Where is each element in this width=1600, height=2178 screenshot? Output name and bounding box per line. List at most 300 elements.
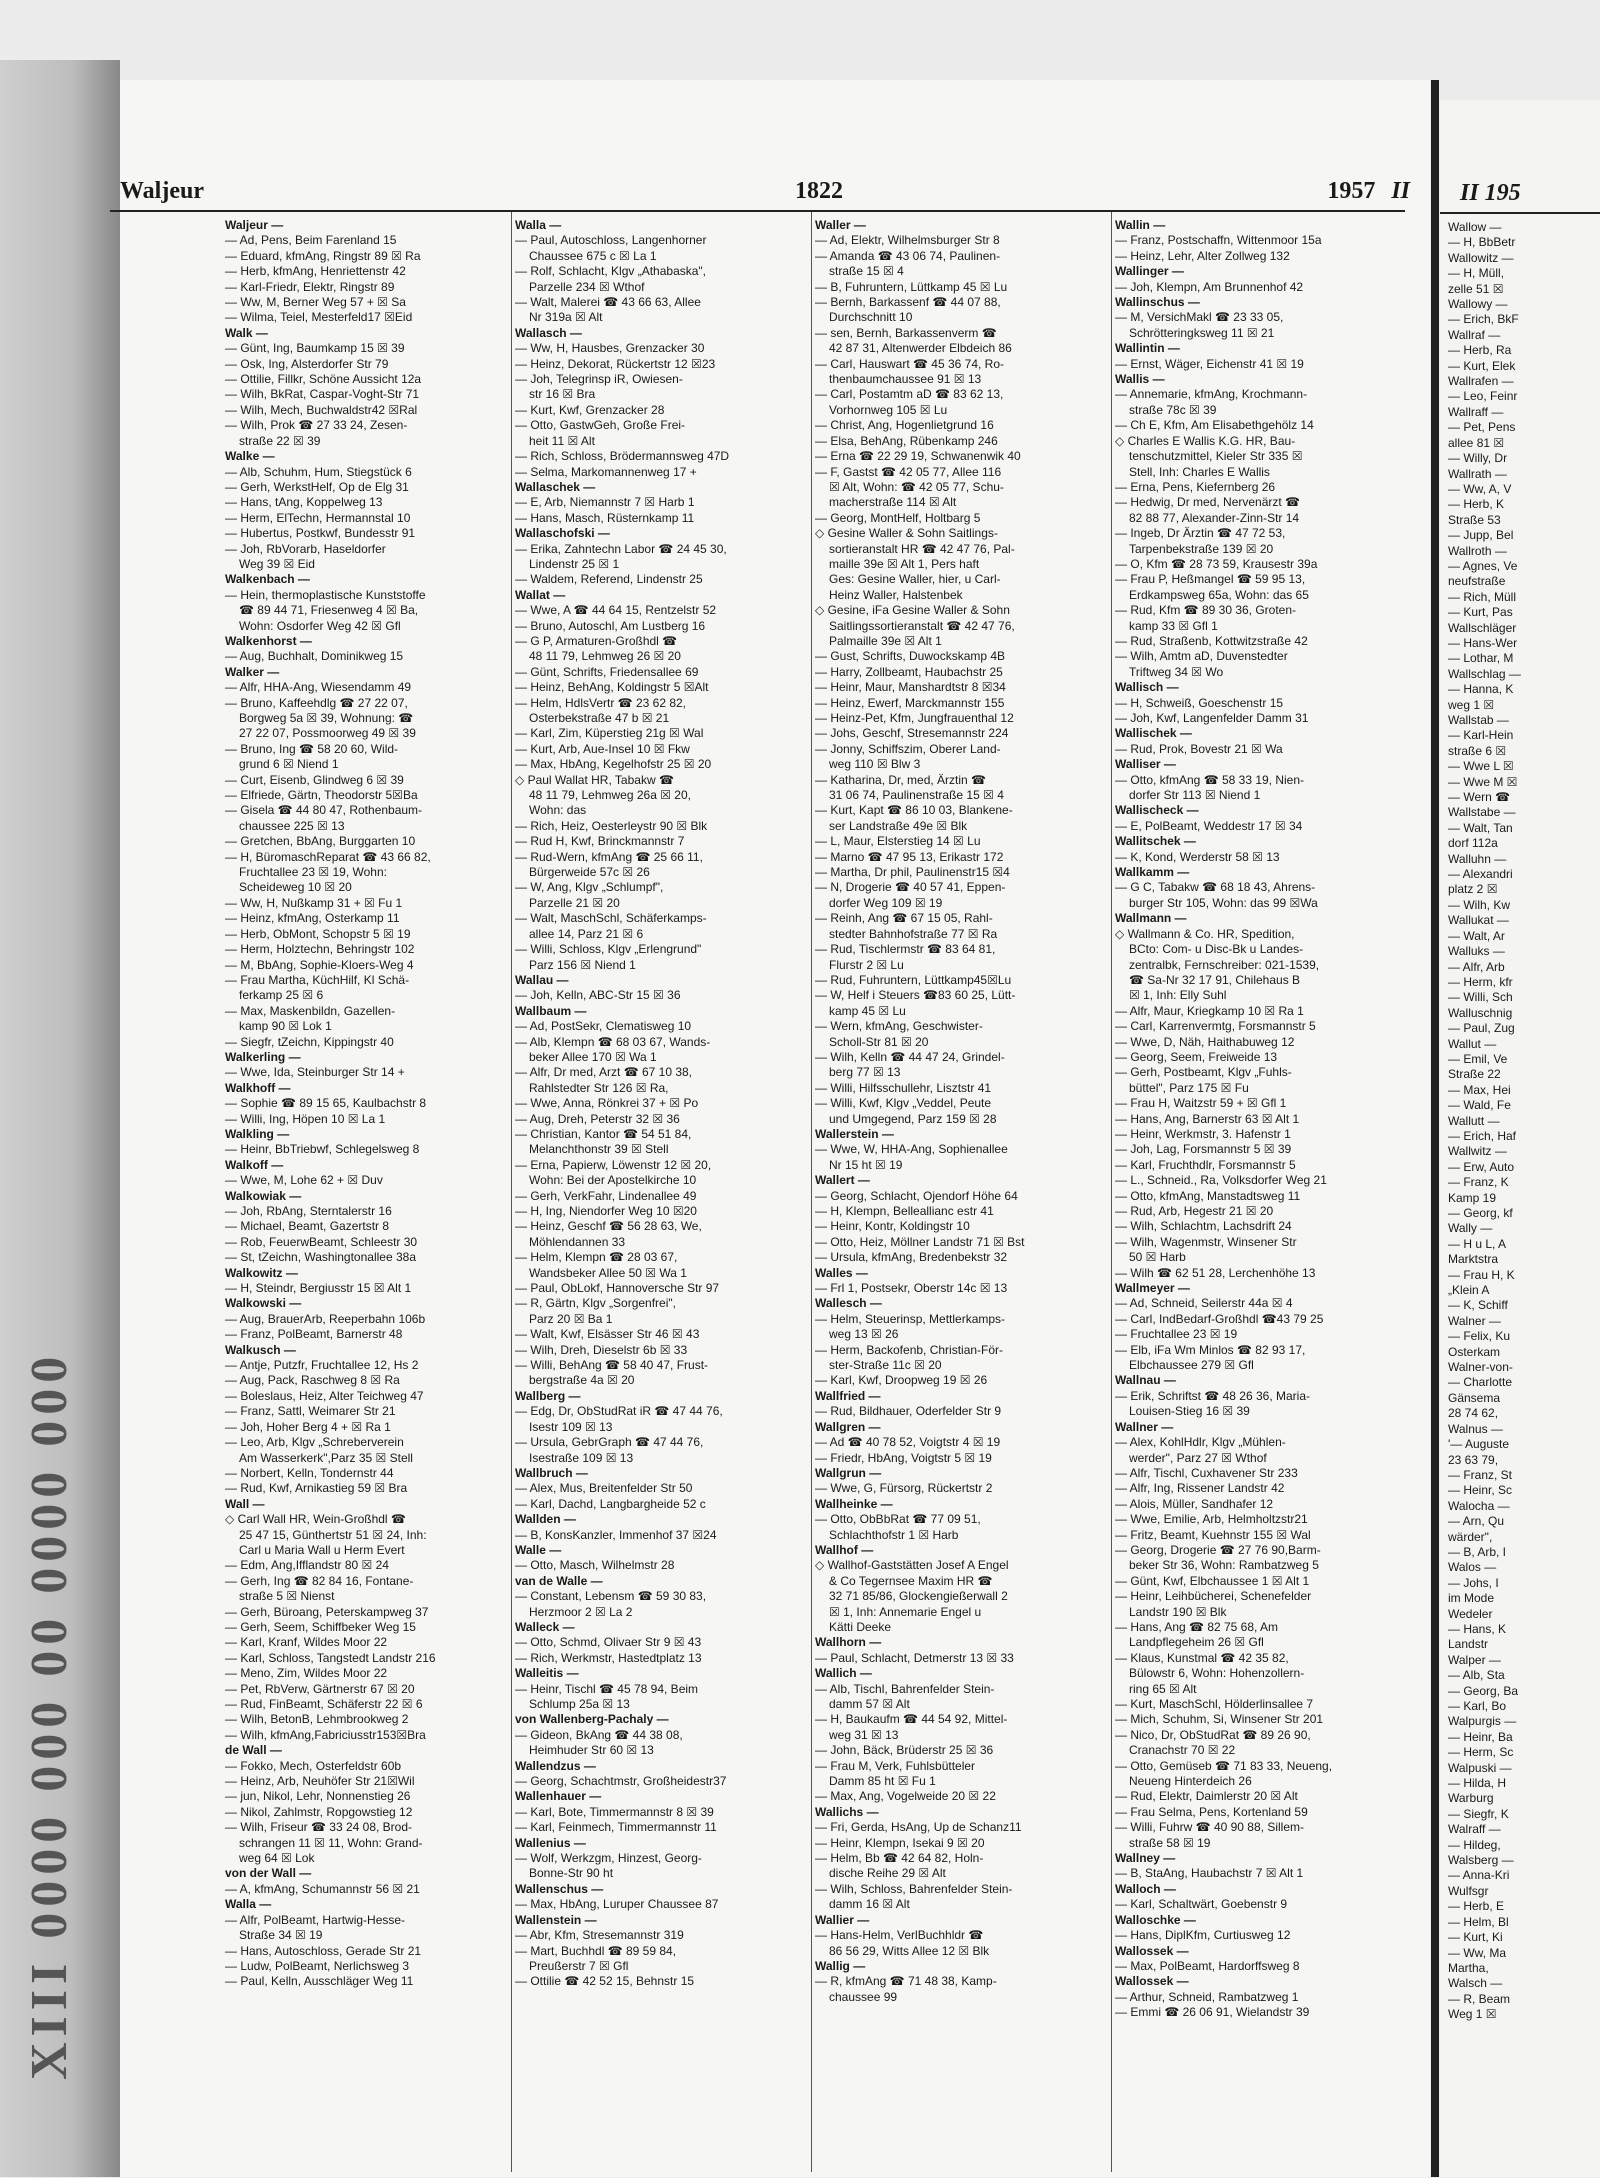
- directory-entry: — Elfriede, Gärtn, Theodorstr 5☒Ba: [225, 788, 418, 803]
- directory-entry: ster-Straße 11c ☒ 20: [829, 1358, 942, 1373]
- directory-entry: — Felix, Ku: [1448, 1329, 1511, 1344]
- directory-entry: — Johs, Geschf, Stresemannstr 224: [815, 726, 1009, 741]
- directory-entry: sortieranstalt HR ☎ 42 47 76, Pal-: [829, 541, 1015, 556]
- directory-entry: — Michael, Beamt, Gazertstr 8: [225, 1219, 390, 1234]
- directory-entry: — Georg, Seem, Freiweide 13: [1115, 1049, 1278, 1064]
- directory-entry: Parz 20 ☒ Ba 1: [529, 1311, 613, 1326]
- directory-entry: — Rud, FinBeamt, Schäferstr 22 ☒ 6: [225, 1697, 423, 1711]
- directory-entry: Heinz Waller, Halstenbek: [829, 587, 963, 602]
- directory-entry: neufstraße: [1448, 574, 1506, 589]
- directory-entry: — Wilh, Prok ☎ 27 33 24, Zesen-: [225, 418, 408, 433]
- directory-entry: — Hans, K: [1448, 1621, 1507, 1636]
- directory-entry: — Heinz, Lehr, Alter Zollweg 132: [1115, 248, 1290, 263]
- directory-entry: ☒ 1, Inh: Annemarie Engel u: [829, 1604, 982, 1619]
- surname-heading: Wallbruch —: [515, 1465, 588, 1480]
- directory-entry: — Ottilie, Fillkr, Schöne Aussicht 12a: [225, 372, 422, 387]
- directory-entry: — Aug, BrauerArb, Reeperbahn 106b: [225, 1311, 426, 1326]
- directory-entry: Damm 85 ht ☒ Fu 1: [829, 1774, 936, 1789]
- directory-entry: — Willi, Kwf, Klgv „Veddel, Peute: [815, 1096, 992, 1111]
- directory-entry: — Frau H, Waitzstr 59 + ☒ Gfl 1: [1115, 1096, 1287, 1111]
- directory-entry: Neueng Hinterdeich 26: [1129, 1774, 1252, 1789]
- directory-entry: — Pet, RbVerw, Gärtnerstr 67 ☒ 20: [225, 1681, 415, 1696]
- surname-heading: Wallbaum —: [515, 1003, 587, 1018]
- directory-entry: weg 110 ☒ Blw 3: [829, 757, 921, 772]
- surname-heading: Walkenhorst —: [225, 633, 312, 648]
- surname-heading: Walsberg —: [1448, 1853, 1514, 1868]
- directory-entry: — Joh, Kwf, Langenfelder Damm 31: [1115, 711, 1309, 725]
- directory-entry: — Walt, Malerei ☎ 43 66 63, Allee: [515, 295, 701, 310]
- surname-heading: Wallendzus —: [515, 1758, 596, 1773]
- directory-entry: — Leo, Feinr: [1448, 389, 1518, 404]
- surname-heading: Wallisch —: [1115, 680, 1179, 695]
- directory-entry: — Siegfr, K: [1448, 1806, 1509, 1821]
- directory-entry: — Frau Martha, KüchHilf, Kl Schä-: [225, 972, 410, 987]
- directory-entry: Straße 22: [1448, 1067, 1501, 1082]
- directory-entry: Parzelle 21 ☒ 20: [529, 895, 620, 910]
- directory-entry: — sen, Bernh, Barkassenverm ☎: [815, 325, 997, 340]
- directory-entry: allee 14, Parz 21 ☒ 6: [529, 926, 644, 941]
- surname-heading: Wallow —: [1448, 220, 1502, 234]
- directory-entry: — Wilh, Kelln ☎ 44 47 24, Grindel-: [815, 1049, 1005, 1064]
- directory-entry: ☎ Sa-Nr 32 17 91, Chilehaus B: [1129, 972, 1301, 987]
- directory-entry: — Ww, Ma: [1448, 1945, 1507, 1960]
- directory-entry: — Wwe, Ida, Steinburger Str 14 +: [225, 1065, 405, 1080]
- directory-entry: — Rud, Elektr, Daimlerstr 20 ☒ Alt: [1115, 1789, 1298, 1804]
- directory-entry: 42 87 31, Altenwerder Elbdeich 86: [829, 341, 1012, 356]
- directory-entry: — Georg, Schachtmstr, Großheidestr37: [515, 1774, 727, 1789]
- directory-entry: — Wwe, M, Lohe 62 + ☒ Duv: [225, 1173, 383, 1188]
- directory-entry: dische Reihe 29 ☒ Alt: [829, 1866, 946, 1881]
- directory-entry: Wohn: Osdorfer Weg 42 ☒ Gfl: [239, 618, 401, 633]
- directory-entry: — Wwe M ☒: [1448, 774, 1518, 789]
- surname-heading: Wallschlag —: [1448, 666, 1521, 681]
- directory-entry: — Helm, Klempn ☎ 28 03 67,: [515, 1250, 678, 1265]
- directory-entry: Triftweg 34 ☒ Wo: [1129, 664, 1224, 679]
- directory-entry: Nr 15 ht ☒ 19: [829, 1157, 903, 1172]
- directory-entry: Cranachstr 70 ☒ 22: [1129, 1743, 1236, 1758]
- directory-entry: — Franz, Postschaffn, Wittenmoor 15a: [1115, 233, 1322, 248]
- directory-entry: — Gerh, Postbeamt, Klgv „Fuhls-: [1115, 1065, 1292, 1080]
- directory-entry: — Reinh, Ang ☎ 67 15 05, Rahl-: [815, 911, 993, 926]
- surname-heading: Walluks —: [1448, 944, 1505, 959]
- directory-entry: — Kurt, Kapt ☎ 86 10 03, Blankene-: [815, 803, 1013, 818]
- directory-entry: — Otto, ObBbRat ☎ 77 09 51,: [815, 1512, 981, 1527]
- directory-entry: — Frau Selma, Pens, Kortenland 59: [1115, 1804, 1308, 1819]
- directory-entry: zentralbk, Fernschreiber: 021-1539,: [1129, 957, 1320, 972]
- directory-entry: — Willi, BehAng ☎ 58 40 47, Frust-: [515, 1358, 709, 1373]
- catchword: Waljeur: [120, 178, 204, 204]
- directory-entry: damm 57 ☒ Alt: [829, 1697, 910, 1711]
- directory-entry: — Alb, Klempn ☎ 68 03 67, Wands-: [515, 1034, 711, 1049]
- directory-entry: — Gretchen, BbAng, Burggarten 10: [225, 834, 416, 849]
- directory-entry: Carl u Maria Wall u Herm Evert: [239, 1542, 405, 1557]
- directory-entry: Wohn: Bei der Apostelkirche 10: [529, 1173, 697, 1188]
- directory-entry: — Walt, Ar: [1448, 928, 1505, 943]
- surname-heading: Walker —: [225, 664, 280, 679]
- surname-heading: Wallnau —: [1115, 1373, 1176, 1388]
- directory-entry: Isestr 109 ☒ 13: [529, 1419, 613, 1434]
- surname-heading: Wallstabe —: [1448, 805, 1516, 820]
- surname-heading: Walpuski —: [1448, 1760, 1512, 1775]
- directory-entry: — Gerh, Büroang, Peterskampweg 37: [225, 1604, 429, 1619]
- directory-entry: Osterbekstraße 47 b ☒ 21: [529, 711, 670, 725]
- volume-marker: II: [1391, 178, 1410, 204]
- directory-entry: dorf 112a: [1448, 836, 1498, 851]
- directory-entry: — Max, HbAng, Kegelhofstr 25 ☒ 20: [515, 757, 712, 772]
- directory-entry: — Wilh, Kw: [1448, 897, 1511, 912]
- directory-entry: — Fokko, Mech, Osterfeldstr 60b: [225, 1758, 402, 1773]
- directory-entry: — E, PolBeamt, Weddestr 17 ☒ 34: [1115, 818, 1303, 833]
- directory-entry: — Hans, DiplKfm, Curtiusweg 12: [1115, 1928, 1291, 1943]
- directory-entry: im Mode: [1448, 1591, 1495, 1606]
- directory-entry: — W, Helf i Steuers ☎83 60 25, Lütt-: [815, 988, 1016, 1003]
- surname-heading: Wallukat —: [1448, 913, 1509, 928]
- surname-heading: Wallstab —: [1448, 713, 1509, 727]
- directory-entry: — Curt, Eisenb, Glindweg 6 ☒ 39: [225, 772, 404, 787]
- directory-entry: — Arn, Qu: [1448, 1514, 1505, 1529]
- directory-entry: — Paul, Schlacht, Detmerstr 13 ☒ 33: [815, 1650, 1014, 1665]
- directory-entry: — Ludw, PolBeamt, Nerlichsweg 3: [225, 1958, 410, 1973]
- surname-heading: Wallischek —: [1115, 726, 1192, 741]
- directory-entry: — Karl-Friedr, Elektr, Ringstr 89: [225, 279, 395, 294]
- directory-entry: weg 1 ☒: [1448, 697, 1495, 712]
- directory-entry: — Rolf, Schlacht, Klgv „Athabaska",: [515, 264, 707, 279]
- directory-entry: Durchschnitt 10: [829, 310, 913, 325]
- directory-entry: Marktstra: [1448, 1252, 1499, 1267]
- directory-entry: — Joh, RbAng, Sterntalerstr 16: [225, 1204, 392, 1218]
- directory-entry: — Wwe, D, Näh, Haithabuweg 12: [1115, 1034, 1295, 1049]
- directory-entry: — Wwe, Emilie, Arb, Helmholtzstr21: [1115, 1512, 1308, 1527]
- directory-entry: — Willy, Dr: [1448, 451, 1508, 466]
- directory-entry: — Herb, ObMont, Schopstr 5 ☒ 19: [225, 926, 411, 941]
- directory-entry: — Heinr, Klempn, Isekai 9 ☒ 20: [815, 1835, 985, 1850]
- directory-column-4: [1115, 218, 1407, 2178]
- directory-entry: — Georg, Drogerie ☎ 27 76 90,Barm-: [1115, 1542, 1321, 1557]
- directory-entry: — Helm, Steuerinsp, Mettlerkamps-: [815, 1311, 1006, 1326]
- surname-heading: Wallischeck —: [1115, 803, 1199, 818]
- directory-entry: — Frau H, K: [1448, 1267, 1515, 1282]
- surname-heading: Wallat —: [515, 587, 566, 602]
- directory-entry: — Alex, Mus, Breitenfelder Str 50: [515, 1481, 693, 1496]
- directory-entry: — Pet, Pens: [1448, 420, 1516, 435]
- directory-entry: — H, Baukaufm ☎ 44 54 92, Mittel-: [815, 1712, 1008, 1727]
- directory-entry: — Karl, Zim, Küperstieg 21g ☒ Wal: [515, 726, 704, 741]
- directory-entry: — Günt, Kwf, Elbchaussee 1 ☒ Alt 1: [1115, 1573, 1310, 1588]
- surname-heading: Walkusch —: [225, 1342, 296, 1357]
- directory-entry: 48 11 79, Lehmweg 26a ☒ 20,: [529, 788, 691, 803]
- directory-entry: — Karl, Dachd, Langbargheide 52 c: [515, 1496, 706, 1511]
- directory-entry: — Abr, Kfm, Stresemannstr 319: [515, 1928, 684, 1943]
- directory-entry: Bonne-Str 90 ht: [529, 1866, 614, 1881]
- directory-entry: — Bernh, Barkassenf ☎ 44 07 88,: [815, 295, 1001, 310]
- directory-entry: — Heinz, Geschf ☎ 56 28 63, We,: [515, 1219, 702, 1234]
- directory-entry: — Ww, H, Nußkamp 31 + ☒ Fu 1: [225, 895, 403, 910]
- directory-entry: — Günt, Schrifts, Friedensallee 69: [515, 664, 699, 679]
- directory-entry: — Alfr, Tischl, Cuxhavener Str 233: [1115, 1465, 1298, 1480]
- directory-entry: — Karl, Bo: [1448, 1699, 1507, 1713]
- directory-entry: — Fruchtallee 23 ☒ 19: [1115, 1327, 1238, 1342]
- directory-entry: — Arthur, Schneid, Rambatzweg 1: [1115, 1989, 1299, 2004]
- directory-entry: — Katharina, Dr, med, Ärztin ☎: [815, 772, 987, 787]
- directory-entry: — Herm, Sc: [1448, 1745, 1514, 1760]
- directory-entry: — Frau M, Verk, Fuhlsbütteler: [815, 1758, 976, 1773]
- directory-entry: — Hedwig, Dr med, Nervenärzt ☎: [1115, 495, 1300, 510]
- directory-entry: Osterkam: [1448, 1344, 1501, 1359]
- directory-entry: — Willi, Schloss, Klgv „Erlengrund": [515, 942, 702, 957]
- directory-entry: damm 16 ☒ Alt: [829, 1897, 910, 1912]
- directory-entry: Warburg: [1448, 1791, 1494, 1806]
- year-volume: [1327, 178, 1410, 205]
- directory-entry: — Amanda ☎ 43 06 74, Paulinen-: [815, 248, 1001, 263]
- surname-heading: Wallaschek —: [515, 479, 596, 494]
- directory-entry: — Ww, M, Berner Weg 57 + ☒ Sa: [225, 295, 406, 310]
- directory-entry: berg 77 ☒ 13: [829, 1065, 901, 1080]
- directory-entry: 28 74 62,: [1448, 1406, 1499, 1421]
- directory-entry: — Rich, Heiz, Oesterleystr 90 ☒ Blk: [515, 818, 708, 833]
- directory-entry: dorfer Weg 109 ☒ 19: [829, 895, 943, 910]
- directory-entry: Straße 34 ☒ 19: [239, 1928, 323, 1943]
- directory-entry: — Walt, MaschSchl, Schäferkamps-: [515, 911, 707, 926]
- directory-entry: — Wern ☎: [1448, 790, 1511, 805]
- directory-entry: Melanchthonstr 39 ☒ Stell: [529, 1142, 669, 1157]
- surname-heading: Walluhn —: [1448, 851, 1507, 866]
- directory-entry: — Wilh, BkRat, Caspar-Voght-Str 71: [225, 387, 420, 402]
- column-divider: [1111, 212, 1112, 2172]
- directory-entry: — H, BüromaschReparat ☎ 43 66 82,: [225, 849, 431, 864]
- surname-heading: Walles —: [815, 1265, 868, 1280]
- directory-entry: büttel", Parz 175 ☒ Fu: [1129, 1080, 1249, 1095]
- directory-entry: Am Wasserkerk",Parz 35 ☒ Stell: [239, 1450, 413, 1465]
- directory-entry: — Heinz, BehAng, Koldingstr 5 ☒Alt: [515, 680, 709, 695]
- directory-entry: — Bruno, Kaffeehdlg ☎ 27 22 07,: [225, 695, 408, 710]
- directory-entry: — Ursula, GebrGraph ☎ 47 44 76,: [515, 1435, 704, 1450]
- directory-entry: stedter Bahnhofstraße 77 ☒ Ra: [829, 926, 998, 941]
- directory-entry: — Hans, Masch, Rüsternkamp 11: [515, 510, 695, 525]
- directory-entry: — Emmi ☎ 26 06 91, Wielandstr 39: [1115, 2005, 1310, 2020]
- surname-heading: Walk —: [225, 325, 268, 340]
- surname-heading: de Wall —: [225, 1743, 282, 1758]
- directory-entry: Tarpenbekstraße 139 ☒ 20: [1129, 541, 1274, 556]
- directory-entry: Fruchtallee 23 ☒ 19, Wohn:: [239, 865, 387, 880]
- directory-entry: Ges: Gesine Waller, hier, u Carl-: [829, 572, 1001, 587]
- directory-entry: ser Landstraße 49e ☒ Blk: [829, 818, 968, 833]
- directory-entry: — Karl-Hein: [1448, 728, 1514, 743]
- directory-entry: — Meno, Zim, Wildes Moor 22: [225, 1666, 388, 1681]
- directory-entry: — Joh, Klempn, Am Brunnenhof 42: [1115, 279, 1304, 294]
- directory-entry: — Nikol, Zahlmstr, Ropgowstieg 12: [225, 1804, 413, 1819]
- directory-entry: — Lothar, M: [1448, 651, 1514, 666]
- directory-entry: — Hans, Autoschloss, Gerade Str 21: [225, 1943, 422, 1958]
- directory-entry: ☎ 89 44 71, Friesenweg 4 ☒ Ba,: [239, 603, 419, 618]
- directory-entry: — Aug, Dreh, Peterstr 32 ☒ 36: [515, 1111, 680, 1126]
- directory-entry: Parz 156 ☒ Niend 1: [529, 957, 636, 972]
- directory-entry: — Erna, Pens, Kiefernberg 26: [1115, 479, 1276, 494]
- directory-entry: — H, Steindr, Bergiusstr 15 ☒ Alt 1: [225, 1281, 412, 1296]
- directory-entry: — Kurt, Ki: [1448, 1930, 1503, 1945]
- directory-entry: — Herb, K: [1448, 497, 1505, 512]
- directory-entry: — Gust, Schrifts, Duwockskamp 4B: [815, 649, 1006, 664]
- directory-entry: — Ch E, Kfm, Am Elisabethgehölz 14: [1115, 418, 1314, 433]
- directory-entry: — Ad, Schneid, Seilerstr 44a ☒ 4: [1115, 1296, 1293, 1311]
- directory-entry: ☒ Alt, Wohn: ☎ 42 05 77, Schu-: [829, 479, 1004, 494]
- directory-entry: — Heinr, BbTriebwf, Schlegelsweg 8: [225, 1142, 420, 1157]
- surname-heading: Wallichs —: [815, 1804, 879, 1819]
- directory-entry: — St, tZeichn, Washingtonallee 38a: [225, 1250, 416, 1265]
- directory-entry: — Rich, Werkmstr, Hastedtplatz 13: [515, 1650, 702, 1665]
- surname-heading: Wallossek —: [1115, 1974, 1189, 1989]
- directory-entry: — Bruno, Autoschl, Am Lustberg 16: [515, 618, 706, 633]
- directory-entry: beker Allee 170 ☒ Wa 1: [529, 1049, 657, 1064]
- directory-entry: — Herm, Backofenb, Christian-För-: [815, 1342, 1004, 1357]
- directory-entry: — Willi, Hilfsschullehr, Lisztstr 41: [815, 1080, 992, 1095]
- surname-heading: Wallhof —: [815, 1542, 874, 1557]
- directory-entry: — Paul, ObLokf, Hannoversche Str 97: [515, 1281, 720, 1296]
- directory-entry: — Sophie ☎ 89 15 65, Kaulbachstr 8: [225, 1096, 427, 1111]
- directory-entry: — Gisela ☎ 44 80 47, Rothenbaum-: [225, 803, 423, 818]
- directory-entry: — Wilh, Schlachtm, Lachsdrift 24: [1115, 1219, 1292, 1234]
- surname-heading: Wallden —: [515, 1512, 576, 1527]
- directory-entry: — Alb, Tischl, Bahrenfelder Stein-: [815, 1681, 995, 1696]
- surname-heading: Wallintin —: [1115, 341, 1180, 356]
- directory-entry: — Aug, Buchhalt, Dominikweg 15: [225, 649, 404, 664]
- book-binding: [0, 60, 120, 2177]
- directory-entry: — Georg, Schlacht, Ojendorf Höhe 64: [815, 1188, 1018, 1203]
- surname-heading: Wallutt —: [1448, 1113, 1500, 1128]
- surname-heading: Walraff —: [1448, 1822, 1501, 1837]
- header-rule: [110, 210, 1405, 212]
- directory-entry: — L, Maur, Elsterstieg 14 ☒ Lu: [815, 834, 981, 849]
- directory-entry: — B, KonsKanzler, Immenhof 37 ☒24: [515, 1527, 717, 1542]
- directory-entry: Kamp 19: [1448, 1190, 1497, 1205]
- directory-entry: allee 81 ☒: [1448, 435, 1505, 450]
- directory-entry: platz 2 ☒: [1448, 882, 1498, 897]
- directory-entry: ◇ Wallhof-Gaststätten Josef A Engel: [815, 1558, 1009, 1573]
- directory-entry: — Wilh, Amtm aD, Duvenstedter: [1115, 649, 1288, 664]
- directory-entry: Preußerstr 7 ☒ Gfl: [529, 1958, 629, 1973]
- directory-entry: — H, Müll,: [1448, 266, 1505, 281]
- surname-heading: Wallau —: [515, 972, 569, 987]
- directory-entry: — Waldem, Referend, Lindenstr 25: [515, 572, 703, 587]
- surname-heading: Walleitis —: [515, 1666, 579, 1681]
- directory-entry: — Rud, Arb, Hegestr 21 ☒ 20: [1115, 1204, 1274, 1218]
- directory-entry: — Edm, Ang,Ifflandstr 80 ☒ 24: [225, 1558, 389, 1573]
- directory-entry: Vorhornweg 105 ☒ Lu: [829, 402, 948, 417]
- directory-entry: — Erna, Papierw, Löwenstr 12 ☒ 20,: [515, 1157, 712, 1172]
- surname-heading: Wallowitz —: [1448, 250, 1514, 265]
- directory-entry: ◇ Charles E Wallis K.G. HR, Bau-: [1115, 433, 1296, 448]
- directory-entry: — Heinr, Sc: [1448, 1483, 1513, 1498]
- surname-heading: Wallis —: [1115, 372, 1165, 387]
- surname-heading: Wallner —: [1115, 1419, 1174, 1434]
- directory-entry: — Wern, kfmAng, Geschwister-: [815, 1019, 983, 1034]
- directory-entry: — Leo, Arb, Klgv „Schreberverein: [225, 1435, 404, 1450]
- directory-entry: — Helm, HdlsVertr ☎ 23 62 82,: [515, 695, 687, 710]
- directory-entry: 23 63 79,: [1448, 1452, 1499, 1467]
- directory-entry: — Rich, Schloss, Brödermannsweg 47D: [515, 449, 730, 464]
- surname-heading: Wallin —: [1115, 218, 1166, 232]
- directory-entry: — Ottilie ☎ 42 52 15, Behnstr 15: [515, 1974, 695, 1989]
- surname-heading: Walner —: [1448, 1313, 1501, 1328]
- directory-entry: — H, BbBetr: [1448, 235, 1516, 250]
- directory-entry: bergstraße 4a ☒ 20: [529, 1373, 635, 1388]
- directory-entry: — Wilh, Friseur ☎ 33 24 08, Brod-: [225, 1820, 413, 1835]
- surname-heading: Wallhorn —: [815, 1635, 882, 1650]
- surname-heading: Walle —: [515, 1542, 562, 1557]
- facing-page-column: [1448, 220, 1598, 2170]
- surname-heading: Walloschke —: [1115, 1912, 1196, 1927]
- surname-heading: Walkhoff —: [225, 1080, 291, 1095]
- directory-entry: — Hans-Wer: [1448, 635, 1518, 650]
- directory-entry: — Mart, Buchhdl ☎ 89 59 84,: [515, 1943, 677, 1958]
- surname-heading: von Wallenberg-Pachaly —: [515, 1712, 669, 1727]
- directory-entry: BCto: Com- u Disc-Bk u Landes-: [1129, 942, 1304, 957]
- directory-entry: — Nico, Dr, ObStudRat ☎ 89 26 90,: [1115, 1727, 1311, 1742]
- directory-entry: — Hans, Ang ☎ 82 75 68, Am: [1115, 1619, 1279, 1634]
- directory-entry: Saitlingssortieranstalt ☎ 42 47 76,: [829, 618, 1015, 633]
- directory-entry: — E, Arb, Niemannstr 7 ☒ Harb 1: [515, 495, 695, 510]
- surname-heading: Wallwitz —: [1448, 1144, 1507, 1159]
- directory-entry: — Otto, GastwGeh, Große Frei-: [515, 418, 686, 433]
- directory-entry: — Helm, Bl: [1448, 1914, 1509, 1929]
- directory-entry: kamp 45 ☒ Lu: [829, 1003, 906, 1018]
- directory-entry: „Klein A: [1448, 1283, 1490, 1298]
- directory-entry: — Ww, H, Hausbes, Grenzacker 30: [515, 341, 705, 356]
- surname-heading: Wallney —: [1115, 1851, 1176, 1866]
- directory-entry: — Erik, Schriftst ☎ 48 26 36, Maria-: [1115, 1388, 1311, 1403]
- surname-heading: Walos —: [1448, 1560, 1497, 1575]
- directory-entry: Herzmoor 2 ☒ La 2: [529, 1604, 633, 1619]
- directory-entry: — Paul, Zug: [1448, 1021, 1515, 1036]
- directory-entry: — Alb, Schuhm, Hum, Stiegstück 6: [225, 464, 412, 479]
- directory-entry: — Wald, Fe: [1448, 1098, 1511, 1113]
- directory-entry: — M, BbAng, Sophie-Kloers-Weg 4: [225, 957, 414, 972]
- directory-entry: — N, Drogerie ☎ 40 57 41, Eppen-: [815, 880, 1006, 895]
- directory-entry: — jun, Nikol, Lehr, Nonnenstieg 26: [225, 1789, 411, 1804]
- directory-entry: — Jonny, Schiffszim, Oberer Land-: [815, 741, 1001, 756]
- directory-entry: — H u L, A: [1448, 1236, 1507, 1251]
- directory-entry: 86 56 29, Witts Allee 12 ☒ Blk: [829, 1943, 990, 1958]
- directory-entry: Walluschnig: [1448, 1005, 1513, 1020]
- surname-heading: Wallut —: [1448, 1036, 1497, 1051]
- directory-entry: maille 39e ☒ Alt 1, Pers haft: [829, 556, 980, 571]
- directory-entry: — Heinz, Ewerf, Marckmannstr 155: [815, 695, 1005, 710]
- surname-heading: Walla —: [225, 1897, 272, 1912]
- year: 1957: [1327, 178, 1376, 204]
- directory-entry: — Willi, Sch: [1448, 990, 1513, 1005]
- directory-entry: — Constant, Lebensm ☎ 59 30 83,: [515, 1589, 707, 1604]
- directory-entry: — R, Gärtn, Klgv „Sorgenfrei",: [515, 1296, 676, 1311]
- directory-entry: beker Str 36, Wohn: Rambatzweg 5: [1129, 1558, 1319, 1573]
- directory-entry: — Wilh, Schloss, Bahrenfelder Stein-: [815, 1881, 1013, 1896]
- directory-entry: — Rich, Müll: [1448, 589, 1517, 604]
- directory-entry: Rahlstedter Str 126 ☒ Ra,: [529, 1080, 669, 1095]
- directory-entry: 31 06 74, Paulinenstraße 15 ☒ 4: [829, 788, 1004, 803]
- directory-entry: ☒ 1, Inh: Elly Suhl: [1129, 988, 1227, 1003]
- directory-entry: — H, Klempn, Belleallianc estr 41: [815, 1204, 994, 1218]
- directory-entry: — Alfr, PolBeamt, Hartwig-Hesse-: [225, 1912, 406, 1927]
- directory-entry: — Alfr, HHA-Ang, Wiesendamm 49: [225, 680, 412, 695]
- directory-entry: — Otto, Masch, Wilhelmstr 28: [515, 1558, 675, 1573]
- directory-entry: — Heinr, Leihbücherei, Schenefelder: [1115, 1589, 1312, 1604]
- directory-column-1: [225, 218, 507, 2178]
- directory-entry: — Carl, Postamtm aD ☎ 83 62 13,: [815, 387, 1004, 402]
- directory-entry: — Fri, Gerda, HsAng, Up de Schanz11: [815, 1820, 1022, 1835]
- surname-heading: Walnus —: [1448, 1421, 1503, 1436]
- directory-entry: Louisen-Stieg 16 ☒ 39: [1129, 1404, 1250, 1419]
- directory-entry: kamp 90 ☒ Lok 1: [239, 1019, 332, 1034]
- directory-entry: — Selma, Markomannenweg 17 +: [515, 464, 697, 479]
- directory-entry: — Christian, Kantor ☎ 54 51 84,: [515, 1126, 692, 1141]
